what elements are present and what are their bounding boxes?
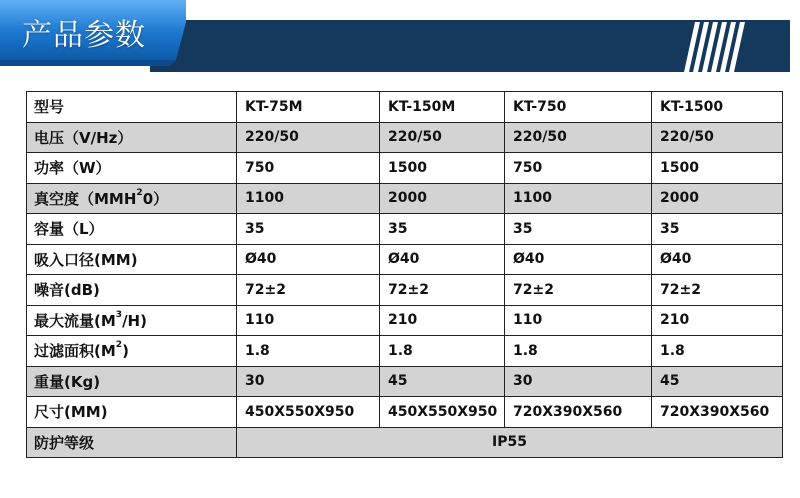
table-cell: KT-150M xyxy=(380,92,505,123)
table-row xyxy=(27,427,783,458)
row-label: 吸入口径(MM) xyxy=(27,244,237,275)
table-cell: 30 xyxy=(505,366,652,397)
table-cell: 210 xyxy=(652,305,783,336)
row-label-text: /H) xyxy=(122,311,147,330)
table-cell: 1.8 xyxy=(652,336,783,367)
table-cell: Ø40 xyxy=(237,244,380,275)
row-label-text: 真空度（MMH xyxy=(34,189,137,208)
table-row xyxy=(27,122,783,153)
table-cell: 450X550X950 xyxy=(380,397,505,428)
table-cell: 2000 xyxy=(652,183,783,214)
page-title: 产品参数 xyxy=(22,18,146,53)
row-label: 电压（V/Hz） xyxy=(27,122,237,153)
table-cell: 72±2 xyxy=(380,275,505,306)
table-cell: 110 xyxy=(237,305,380,336)
table-cell: 1.8 xyxy=(380,336,505,367)
row-label: 型号 xyxy=(27,92,237,123)
table-cell: 1500 xyxy=(652,153,783,184)
table-row xyxy=(27,397,783,428)
table-cell: 750 xyxy=(505,153,652,184)
row-label: 功率（W） xyxy=(27,153,237,184)
table-row xyxy=(27,92,783,123)
table-cell: Ø40 xyxy=(505,244,652,275)
table-cell: 1.8 xyxy=(505,336,652,367)
table-cell: KT-750 xyxy=(505,92,652,123)
table-cell: KT-1500 xyxy=(652,92,783,123)
row-label-text: 过滤面积(M xyxy=(34,342,116,361)
table-cell: IP55 xyxy=(237,427,783,458)
table-cell: 210 xyxy=(380,305,505,336)
row-label: 防护等级 xyxy=(27,427,237,458)
table-cell: 2000 xyxy=(380,183,505,214)
table-row xyxy=(27,366,783,397)
table-cell: 1500 xyxy=(380,153,505,184)
table-cell: 72±2 xyxy=(237,275,380,306)
table-cell: 35 xyxy=(505,214,652,245)
table-row xyxy=(27,214,783,245)
table-cell: 35 xyxy=(652,214,783,245)
table-cell: 35 xyxy=(237,214,380,245)
table-row xyxy=(27,275,783,306)
table-row xyxy=(27,183,783,214)
row-label xyxy=(27,305,237,336)
row-label-superscript: 3 xyxy=(115,309,123,320)
table-cell: 1100 xyxy=(237,183,380,214)
table-cell: 220/50 xyxy=(380,122,505,153)
row-label: 尺寸(MM) xyxy=(27,397,237,428)
row-label: 噪音(dB) xyxy=(27,275,237,306)
table-row xyxy=(27,153,783,184)
row-label xyxy=(27,336,237,367)
table-row xyxy=(27,305,783,336)
table-cell: 72±2 xyxy=(505,275,652,306)
table-cell: 220/50 xyxy=(505,122,652,153)
table-cell: 45 xyxy=(380,366,505,397)
table-cell: 720X390X560 xyxy=(652,397,783,428)
table-cell: Ø40 xyxy=(380,244,505,275)
table-cell: 1100 xyxy=(505,183,652,214)
row-label-superscript: 2 xyxy=(136,187,143,198)
table-cell: 72±2 xyxy=(652,275,783,306)
table-cell: 220/50 xyxy=(652,122,783,153)
table-row xyxy=(27,244,783,275)
row-label-text: ) xyxy=(122,342,129,361)
table-cell: 1.8 xyxy=(237,336,380,367)
table-cell: 35 xyxy=(380,214,505,245)
row-label: 容量（L） xyxy=(27,214,237,245)
row-label-text: 最大流量(M xyxy=(34,311,116,330)
row-label-text: 0） xyxy=(142,189,169,208)
section-header xyxy=(0,0,800,80)
table-cell: Ø40 xyxy=(652,244,783,275)
table-cell: KT-75M xyxy=(237,92,380,123)
table-cell: 720X390X560 xyxy=(505,397,652,428)
table-row xyxy=(27,336,783,367)
row-label xyxy=(27,183,237,214)
table-cell: 30 xyxy=(237,366,380,397)
row-label-superscript: 2 xyxy=(115,340,123,351)
table-cell: 450X550X950 xyxy=(237,397,380,428)
row-label: 重量(Kg) xyxy=(27,366,237,397)
spec-table xyxy=(26,91,783,458)
table-cell: 110 xyxy=(505,305,652,336)
table-cell: 220/50 xyxy=(237,122,380,153)
table-cell: 750 xyxy=(237,153,380,184)
table-cell: 45 xyxy=(652,366,783,397)
